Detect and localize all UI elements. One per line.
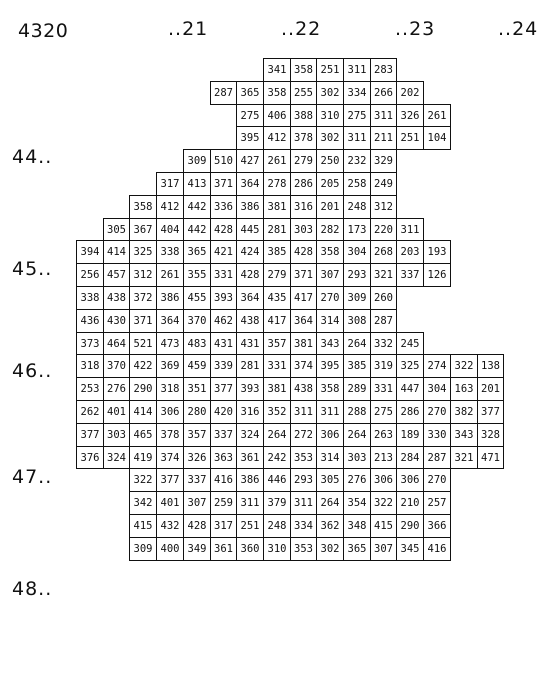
- grid-cell: 431: [236, 332, 264, 355]
- grid-cell: 464: [103, 332, 130, 355]
- grid-cell: 370: [103, 354, 130, 378]
- grid-cell: 260: [370, 286, 397, 310]
- grid-cell: 286: [396, 400, 424, 424]
- grid-cell: 388: [290, 104, 317, 127]
- grid-cell: 250: [316, 149, 344, 173]
- grid-cell: 104: [423, 126, 451, 150]
- grid-cell: 257: [423, 491, 451, 515]
- grid-cell: 361: [236, 446, 264, 469]
- grid-cell: 377: [76, 423, 104, 447]
- grid-cell: 428: [236, 263, 264, 287]
- grid-cell: 251: [396, 126, 424, 150]
- grid-cell: 358: [316, 377, 344, 401]
- grid-cell: 381: [290, 332, 317, 355]
- grid-cell: 308: [343, 309, 371, 333]
- grid-cell: 369: [156, 354, 184, 378]
- grid-cell: 364: [290, 309, 317, 333]
- grid-cell: 352: [263, 400, 291, 424]
- grid-cell: 331: [370, 377, 397, 401]
- grid-cell: 314: [316, 309, 344, 333]
- row-label-47: 47..: [12, 466, 53, 488]
- grid-cell: 248: [263, 514, 291, 538]
- grid-cell: 377: [477, 400, 504, 424]
- grid-cell: 457: [103, 263, 130, 287]
- grid-cell: 286: [290, 172, 317, 196]
- grid-cell: 364: [236, 286, 264, 310]
- grid-cell: 249: [370, 172, 397, 196]
- grid-cell: 278: [263, 172, 291, 196]
- grid-cell: 338: [156, 240, 184, 264]
- grid-cell: 417: [290, 286, 317, 310]
- grid-cell: 438: [290, 377, 317, 401]
- grid-cell: 242: [263, 446, 291, 469]
- grid-cell: 213: [370, 446, 397, 469]
- grid-cell: 339: [210, 354, 237, 378]
- grid-cell: 305: [103, 218, 130, 241]
- grid-cell: 421: [210, 240, 237, 264]
- grid-cell: 379: [263, 491, 291, 515]
- grid-cell: 386: [236, 195, 264, 219]
- grid-cell: 287: [423, 446, 451, 469]
- corner-label: 4320: [18, 20, 69, 42]
- grid-cell: 416: [210, 468, 237, 492]
- grid-cell: 253: [76, 377, 104, 401]
- grid-cell: 331: [210, 263, 237, 287]
- grid-cell: 436: [76, 309, 104, 333]
- grid-cell: 311: [236, 491, 264, 515]
- grid-cell: 341: [263, 58, 291, 82]
- column-label-22: ..22: [281, 18, 322, 40]
- grid-cell: 337: [210, 423, 237, 447]
- grid-cell: 319: [370, 354, 397, 378]
- grid-cell: 459: [183, 354, 211, 378]
- grid-cell: 302: [316, 126, 344, 150]
- grid-cell: 367: [129, 218, 157, 241]
- grid-cell: 324: [103, 446, 130, 469]
- grid-cell: 415: [129, 514, 157, 538]
- grid-cell: 163: [450, 377, 478, 401]
- grid-cell: 428: [290, 240, 317, 264]
- row-label-44: 44..: [12, 146, 53, 168]
- grid-cell: 275: [343, 104, 371, 127]
- column-label-24: ..24: [498, 18, 539, 40]
- grid-cell: 336: [210, 195, 237, 219]
- grid-cell: 353: [290, 537, 317, 561]
- grid-cell: 427: [236, 149, 264, 173]
- grid-cell: 377: [210, 377, 237, 401]
- grid-cell: 203: [396, 240, 424, 264]
- grid-cell: 288: [343, 400, 371, 424]
- grid-cell: 378: [156, 423, 184, 447]
- grid-cell: 287: [370, 309, 397, 333]
- grid-cell: 371: [129, 309, 157, 333]
- grid-cell: 251: [316, 58, 344, 82]
- grid-cell: 307: [370, 537, 397, 561]
- grid-cell: 311: [396, 218, 424, 241]
- grid-cell: 307: [183, 491, 211, 515]
- grid-cell: 417: [263, 309, 291, 333]
- grid-cell: 311: [370, 104, 397, 127]
- grid-cell: 365: [183, 240, 211, 264]
- grid-cell: 138: [477, 354, 504, 378]
- grid-cell: 293: [290, 468, 317, 492]
- grid-cell: 395: [316, 354, 344, 378]
- grid-cell: 303: [290, 218, 317, 241]
- grid-cell: 311: [290, 491, 317, 515]
- grid-cell: 446: [263, 468, 291, 492]
- grid-cell: 264: [263, 423, 291, 447]
- grid-cell: 393: [210, 286, 237, 310]
- grid-cell: 306: [316, 423, 344, 447]
- grid-cell: 262: [76, 400, 104, 424]
- grid-cell: 471: [477, 446, 504, 469]
- grid-cell: 205: [316, 172, 344, 196]
- grid-cell: 364: [236, 172, 264, 196]
- grid-cell: 376: [76, 446, 104, 469]
- grid-cell: 326: [183, 446, 211, 469]
- grid-cell: 210: [396, 491, 424, 515]
- grid-cell: 412: [156, 195, 184, 219]
- grid-cell: 259: [210, 491, 237, 515]
- grid-cell: 358: [316, 240, 344, 264]
- grid-cell: 261: [156, 263, 184, 287]
- grid-cell: 312: [129, 263, 157, 287]
- grid-cell: 428: [210, 218, 237, 241]
- grid-cell: 337: [396, 263, 424, 287]
- grid-cell: 266: [370, 81, 397, 105]
- grid-cell: 268: [370, 240, 397, 264]
- grid-cell: 280: [183, 400, 211, 424]
- grid-cell: 318: [76, 354, 104, 378]
- grid-cell: 272: [290, 423, 317, 447]
- grid-cell: 386: [236, 468, 264, 492]
- grid-cell: 325: [396, 354, 424, 378]
- grid-cell: 317: [156, 172, 184, 196]
- grid-cell: 400: [156, 537, 184, 561]
- grid-cell: 306: [370, 468, 397, 492]
- grid-cell: 306: [156, 400, 184, 424]
- grid-cell: 442: [183, 195, 211, 219]
- grid-cell: 279: [263, 263, 291, 287]
- grid-cell: 326: [396, 104, 424, 127]
- grid-cell: 361: [210, 537, 237, 561]
- column-label-23: ..23: [395, 18, 436, 40]
- grid-cell: 343: [450, 423, 478, 447]
- grid-cell: 353: [290, 446, 317, 469]
- grid-cell: 256: [76, 263, 104, 287]
- grid-cell: 189: [396, 423, 424, 447]
- grid-cell: 317: [210, 514, 237, 538]
- grid-cell: 362: [316, 514, 344, 538]
- grid-cell: 393: [236, 377, 264, 401]
- grid-cell: 258: [343, 172, 371, 196]
- grid-cell: 394: [76, 240, 104, 264]
- grid-cell: 311: [316, 400, 344, 424]
- grid-cell: 473: [156, 332, 184, 355]
- grid-cell: 366: [423, 514, 451, 538]
- grid-cell: 329: [370, 149, 397, 173]
- grid-cell: 284: [396, 446, 424, 469]
- grid-cell: 378: [290, 126, 317, 150]
- grid-cell: 435: [263, 286, 291, 310]
- grid-cell: 371: [290, 263, 317, 287]
- grid-cell: 321: [370, 263, 397, 287]
- grid-cell: 306: [396, 468, 424, 492]
- grid-cell: 325: [129, 240, 157, 264]
- grid-cell: 290: [129, 377, 157, 401]
- grid-cell: 342: [129, 491, 157, 515]
- grid-cell: 385: [263, 240, 291, 264]
- row-label-48: 48..: [12, 578, 53, 600]
- grid-cell: 193: [423, 240, 451, 264]
- grid-cell: 289: [343, 377, 371, 401]
- grid-cell: 321: [450, 446, 478, 469]
- grid-cell: 343: [316, 332, 344, 355]
- grid-cell: 358: [263, 81, 291, 105]
- grid-cell: 270: [423, 400, 451, 424]
- grid-cell: 338: [76, 286, 104, 310]
- grid-cell: 349: [183, 537, 211, 561]
- grid-cell: 358: [290, 58, 317, 82]
- grid-cell: 263: [370, 423, 397, 447]
- grid-cell: 264: [343, 332, 371, 355]
- grid-cell: 314: [316, 446, 344, 469]
- grid-cell: 357: [183, 423, 211, 447]
- grid-cell: 245: [396, 332, 424, 355]
- grid-cell: 363: [210, 446, 237, 469]
- grid-cell: 422: [129, 354, 157, 378]
- grid-cell: 275: [236, 104, 264, 127]
- row-label-46: 46..: [12, 360, 53, 382]
- column-label-21: ..21: [168, 18, 209, 40]
- grid-cell: 276: [103, 377, 130, 401]
- grid-cell: 382: [450, 400, 478, 424]
- grid-cell: 373: [76, 332, 104, 355]
- grid-cell: 293: [343, 263, 371, 287]
- grid-cell: 251: [236, 514, 264, 538]
- grid-cell: 318: [156, 377, 184, 401]
- grid-cell: 126: [423, 263, 451, 287]
- grid-cell: 261: [423, 104, 451, 127]
- grid-cell: 312: [370, 195, 397, 219]
- grid-cell: 281: [263, 218, 291, 241]
- grid-cell: 201: [477, 377, 504, 401]
- grid-cell: 274: [423, 354, 451, 378]
- grid-cell: 279: [290, 149, 317, 173]
- grid-cell: 337: [183, 468, 211, 492]
- grid-cell: 351: [183, 377, 211, 401]
- grid-cell: 372: [129, 286, 157, 310]
- grid-cell: 311: [343, 126, 371, 150]
- grid-cell: 304: [423, 377, 451, 401]
- grid-cell: 334: [290, 514, 317, 538]
- grid-cell: 416: [423, 537, 451, 561]
- grid-cell: 322: [450, 354, 478, 378]
- grid-cell: 261: [263, 149, 291, 173]
- grid-cell: 430: [103, 309, 130, 333]
- grid-cell: 211: [370, 126, 397, 150]
- grid-cell: 413: [183, 172, 211, 196]
- grid-cell: 302: [316, 537, 344, 561]
- grid-cell: 354: [343, 491, 371, 515]
- grid-cell: 419: [129, 446, 157, 469]
- grid-cell: 287: [210, 81, 237, 105]
- grid-cell: 401: [156, 491, 184, 515]
- grid-cell: 201: [316, 195, 344, 219]
- grid-cell: 510: [210, 149, 237, 173]
- grid-cell: 404: [156, 218, 184, 241]
- grid-cell: 358: [129, 195, 157, 219]
- grid-cell: 324: [236, 423, 264, 447]
- grid-cell: 401: [103, 400, 130, 424]
- grid-cell: 406: [263, 104, 291, 127]
- grid-cell: 276: [343, 468, 371, 492]
- grid-cell: 303: [103, 423, 130, 447]
- grid-cell: 374: [156, 446, 184, 469]
- grid-cell: 365: [236, 81, 264, 105]
- grid-cell: 455: [183, 286, 211, 310]
- grid-cell: 385: [343, 354, 371, 378]
- grid-cell: 345: [396, 537, 424, 561]
- grid-cell: 424: [236, 240, 264, 264]
- grid-cell: 370: [183, 309, 211, 333]
- grid-cell: 328: [477, 423, 504, 447]
- grid-cell: 202: [396, 81, 424, 105]
- grid-cell: 386: [156, 286, 184, 310]
- grid-cell: 428: [183, 514, 211, 538]
- grid-cell: 302: [316, 81, 344, 105]
- grid-cell: 322: [129, 468, 157, 492]
- grid-cell: 412: [263, 126, 291, 150]
- grid-cell: 438: [103, 286, 130, 310]
- grid-cell: 445: [236, 218, 264, 241]
- grid-cell: 310: [263, 537, 291, 561]
- grid-cell: 290: [396, 514, 424, 538]
- grid-cell: 381: [263, 195, 291, 219]
- grid-cell: 264: [316, 491, 344, 515]
- grid-cell: 447: [396, 377, 424, 401]
- grid-cell: 377: [156, 468, 184, 492]
- grid-cell: 442: [183, 218, 211, 241]
- grid-cell: 309: [343, 286, 371, 310]
- grid-cell: 316: [290, 195, 317, 219]
- grid-cell: 305: [316, 468, 344, 492]
- grid-cell: 303: [343, 446, 371, 469]
- grid-cell: 438: [236, 309, 264, 333]
- grid-cell: 281: [236, 354, 264, 378]
- grid-cell: 365: [343, 537, 371, 561]
- grid-cell: 357: [263, 332, 291, 355]
- grid-cell: 270: [423, 468, 451, 492]
- grid-cell: 465: [129, 423, 157, 447]
- grid-cell: 521: [129, 332, 157, 355]
- grid-cell: 332: [370, 332, 397, 355]
- grid-cell: 432: [156, 514, 184, 538]
- grid-cell: 395: [236, 126, 264, 150]
- grid-cell: 381: [263, 377, 291, 401]
- grid-cell: 371: [210, 172, 237, 196]
- grid-cell: 282: [316, 218, 344, 241]
- grid-cell: 330: [423, 423, 451, 447]
- grid-cell: 264: [343, 423, 371, 447]
- row-label-45: 45..: [12, 258, 53, 280]
- grid-cell: 310: [316, 104, 344, 127]
- grid-cell: 275: [370, 400, 397, 424]
- grid-cell: 331: [263, 354, 291, 378]
- grid-cell: 248: [343, 195, 371, 219]
- grid-cell: 364: [156, 309, 184, 333]
- grid-cell: 304: [343, 240, 371, 264]
- grid-cell: 462: [210, 309, 237, 333]
- grid-cell: 355: [183, 263, 211, 287]
- grid-cell: 311: [290, 400, 317, 424]
- grid-cell: 322: [370, 491, 397, 515]
- grid-cell: 232: [343, 149, 371, 173]
- grid-cell: 255: [290, 81, 317, 105]
- grid-cell: 220: [370, 218, 397, 241]
- grid-cell: 311: [343, 58, 371, 82]
- grid-cell: 270: [316, 286, 344, 310]
- grid-cell: 414: [103, 240, 130, 264]
- grid-cell: 309: [183, 149, 211, 173]
- grid-cell: 360: [236, 537, 264, 561]
- grid-cell: 283: [370, 58, 397, 82]
- grid-cell: 309: [129, 537, 157, 561]
- grid-cell: 334: [343, 81, 371, 105]
- grid-cell: 307: [316, 263, 344, 287]
- grid-cell: 420: [210, 400, 237, 424]
- grid-cell: 173: [343, 218, 371, 241]
- grid-cell: 374: [290, 354, 317, 378]
- grid-cell: 431: [210, 332, 237, 355]
- grid-cell: 316: [236, 400, 264, 424]
- grid-cell: 483: [183, 332, 211, 355]
- grid-cell: 415: [370, 514, 397, 538]
- grid-cell: 348: [343, 514, 371, 538]
- grid-cell: 414: [129, 400, 157, 424]
